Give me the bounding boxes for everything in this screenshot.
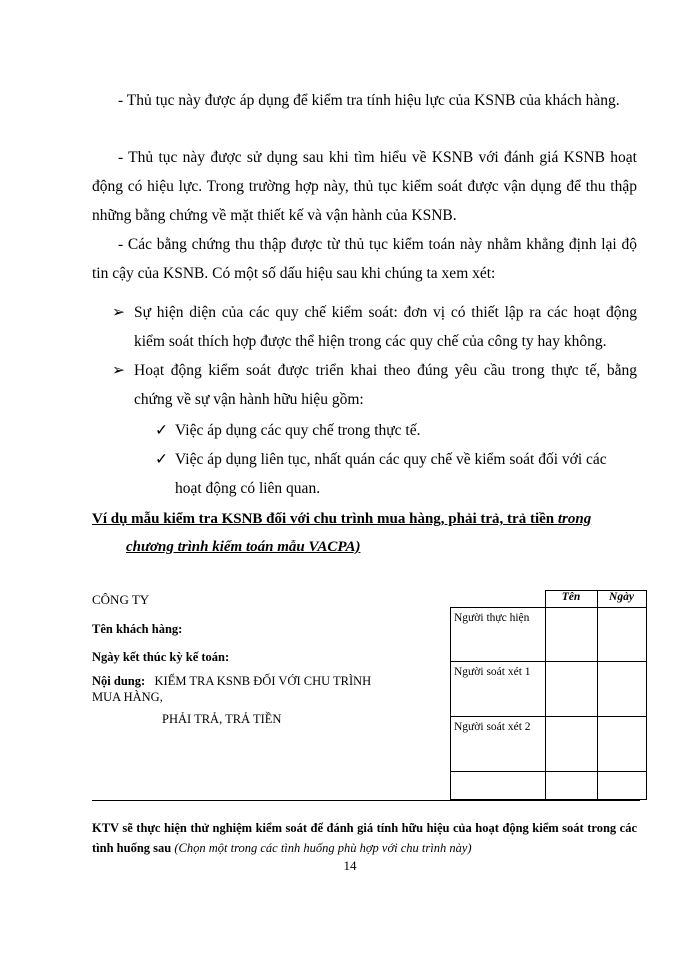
check-text: Việc áp dụng liên tục, nhất quán các quy chế về kiểm soát đối với các hoạt động có liên quan.	[175, 451, 607, 497]
example-title-italic: trong	[557, 511, 592, 527]
period-end-label: Ngày kết thúc kỳ kế toán:	[92, 650, 230, 664]
cell-reviewer1-date[interactable]	[597, 662, 646, 717]
ktv-instruction	[92, 818, 637, 858]
checkmark-icon: ✓	[155, 451, 168, 468]
signoff-table	[450, 590, 647, 800]
table-corner	[451, 591, 546, 608]
arrow-bullet-icon: ➢	[112, 362, 125, 379]
cell-reviewer1-name[interactable]	[545, 662, 597, 717]
bullet-text: Sự hiện diện của các quy chế kiểm soát: đơn vị có thiết lập ra các hoạt động kiểm soát thích hợp được thể hiện trong các quy chế của công ty hay không.	[134, 304, 637, 350]
cell-empty-3	[597, 772, 646, 800]
ktv-text: KTV sẽ thực hiện thử nghiệm kiểm soát để đánh giá tính hữu hiệu của hoạt động kiểm soát trong các tình huống sau	[92, 821, 637, 855]
row-performer: Người thực hiện	[451, 608, 546, 662]
example-title-main: Ví dụ mẫu kiểm tra KSNB đối với chu trình mua hàng, phải trả, trả tiền	[92, 511, 558, 527]
content-label: Nội dung:	[92, 674, 146, 688]
client-name-label: Tên khách hàng:	[92, 622, 183, 636]
bullet-item-1	[112, 298, 637, 356]
form-divider	[92, 800, 640, 801]
content-line-1: KIỂM TRA KSNB ĐỐI VỚI CHU TRÌNH	[154, 674, 372, 688]
paragraph-2: - Thủ tục này được sử dụng sau khi tìm hiểu về KSNB với đánh giá KSNB hoạt động có hiệu lực. Trong trường hợp này, thủ tục kiểm soát được vận dụng để thu thập những bằng chứng về mặt thiết kế và vận hành của KSNB.	[92, 149, 637, 224]
paragraph-1: - Thủ tục này được áp dụng để kiểm tra tính hiệu lực của KSNB của khách hàng.	[118, 92, 620, 109]
cell-reviewer2-name[interactable]	[545, 717, 597, 772]
paragraph-3: - Các bằng chứng thu thập được từ thủ tục kiểm toán này nhằm khẳng định lại độ tin cậy của KSNB. Có một số dấu hiệu sau khi chúng ta xem xét:	[92, 236, 637, 282]
row-reviewer-1: Người soát xét 1	[451, 662, 546, 717]
company-label: CÔNG TY	[92, 592, 150, 607]
cell-performer-date[interactable]	[597, 608, 646, 662]
page-number: 14	[343, 858, 357, 873]
bullet-item-2	[112, 356, 637, 414]
check-item-1	[155, 416, 637, 445]
example-title-line2: chương trình kiểm toán mẫu VACPA)	[126, 539, 361, 555]
content-line-2: MUA HÀNG,	[92, 690, 163, 704]
cell-empty-2	[545, 772, 597, 800]
cell-performer-name[interactable]	[545, 608, 597, 662]
bullet-text: Hoạt động kiểm soát được triển khai theo đúng yêu cầu trong thực tế, bằng chứng về sự vận hành hữu hiệu gồm:	[134, 362, 637, 408]
content-block	[92, 673, 432, 727]
arrow-bullet-icon: ➢	[112, 304, 125, 321]
col-header-name: Tên	[545, 591, 597, 608]
example-heading	[92, 505, 642, 561]
content-line-3: PHẢI TRẢ, TRẢ TIỀN	[162, 712, 282, 726]
check-item-2	[155, 445, 637, 503]
ktv-note: (Chọn một trong các tình huống phù hợp với chu trình này)	[174, 841, 472, 855]
cell-empty-1	[451, 772, 546, 800]
cell-reviewer2-date[interactable]	[597, 717, 646, 772]
checkmark-icon: ✓	[155, 422, 168, 439]
check-text: Việc áp dụng các quy chế trong thực tế.	[175, 422, 421, 439]
col-header-date: Ngày	[597, 591, 646, 608]
row-reviewer-2: Người soát xét 2	[451, 717, 546, 772]
